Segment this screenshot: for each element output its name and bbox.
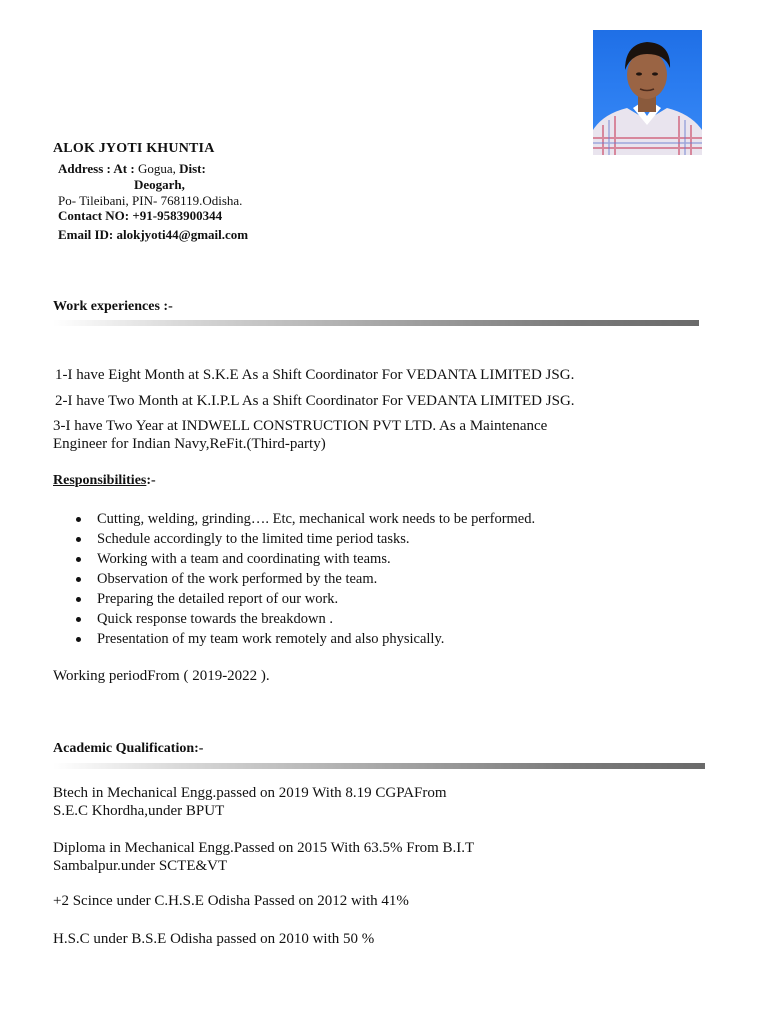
- list-item: [70, 529, 535, 549]
- academic-item-1: Btech in Mechanical Engg.passed on 2019 With 8.19 CGPAFrom: [53, 785, 447, 801]
- candidate-name: ALOK JYOTI KHUNTIA: [53, 141, 215, 156]
- bullet-icon: [76, 617, 81, 622]
- bullet-icon: [76, 577, 81, 582]
- address-dist-label: Dist:: [179, 161, 206, 176]
- bullet-icon: [76, 597, 81, 602]
- academic-item-3: +2 Scince under C.H.S.E Odisha Passed on 2012 with 41%: [53, 893, 409, 909]
- work-item-2: 2-I have Two Month at K.I.P.L As a Shift Coordinator For VEDANTA LIMITED JSG.: [55, 393, 575, 409]
- work-experience-heading: Work experiences :-: [53, 299, 173, 314]
- list-item-text: Schedule accordingly to the limited time period tasks.: [97, 531, 410, 547]
- list-item: [70, 589, 535, 609]
- address-label: Address : At :: [58, 161, 135, 176]
- list-item-text: Observation of the work performed by the team.: [97, 571, 378, 587]
- address-line-1: [58, 161, 206, 177]
- list-item: [70, 509, 535, 529]
- list-item: [70, 569, 535, 589]
- list-item: [70, 549, 535, 569]
- person-portrait-icon: [593, 30, 702, 155]
- responsibilities-title: Responsibilities: [53, 473, 147, 488]
- academic-item-4: H.S.C under B.S.E Odisha passed on 2010 with 50 %: [53, 931, 375, 947]
- academic-item-1-cont: S.E.C Khordha,under BPUT: [53, 803, 225, 819]
- bullet-icon: [76, 637, 81, 642]
- bullet-icon: [76, 537, 81, 542]
- profile-photo: [593, 30, 702, 155]
- bullet-icon: [76, 517, 81, 522]
- list-item-text: Quick response towards the breakdown .: [97, 611, 333, 627]
- list-item-text: Cutting, welding, grinding…. Etc, mechanical work needs to be performed.: [97, 511, 536, 527]
- bullet-icon: [76, 557, 81, 562]
- section-divider: [53, 763, 705, 769]
- academic-heading: Academic Qualification:-: [53, 741, 204, 756]
- list-item-text: Working with a team and coordinating with teams.: [97, 551, 391, 567]
- list-item: [70, 609, 535, 629]
- contact-number: Contact NO: +91-9583900344: [58, 208, 223, 223]
- academic-item-2-cont: Sambalpur.under SCTE&VT: [53, 858, 228, 874]
- address-village: Gogua,: [134, 161, 180, 176]
- work-item-3: 3-I have Two Year at INDWELL CONSTRUCTION PVT LTD. As a Maintenance: [53, 418, 548, 434]
- section-divider: [53, 320, 699, 326]
- address-district: Deogarh,: [134, 177, 185, 192]
- responsibilities-list: [70, 509, 535, 649]
- academic-item-2: Diploma in Mechanical Engg.Passed on 2015 With 63.5% From B.I.T: [53, 840, 475, 856]
- work-item-3-cont: Engineer for Indian Navy,ReFit.(Third-party): [53, 436, 326, 452]
- work-item-1: 1-I have Eight Month at S.K.E As a Shift Coordinator For VEDANTA LIMITED JSG.: [55, 367, 575, 383]
- list-item: [70, 629, 535, 649]
- email-address: Email ID: alokjyoti44@gmail.com: [58, 227, 249, 242]
- responsibilities-heading: [53, 473, 156, 489]
- working-period: Working periodFrom ( 2019-2022 ).: [53, 668, 270, 684]
- address-line-3: Po- Tileibani, PIN- 768119.Odisha.: [58, 193, 243, 208]
- responsibilities-suffix: :-: [146, 473, 156, 488]
- list-item-text: Preparing the detailed report of our work.: [97, 591, 339, 607]
- list-item-text: Presentation of my team work remotely and also physically.: [97, 631, 445, 647]
